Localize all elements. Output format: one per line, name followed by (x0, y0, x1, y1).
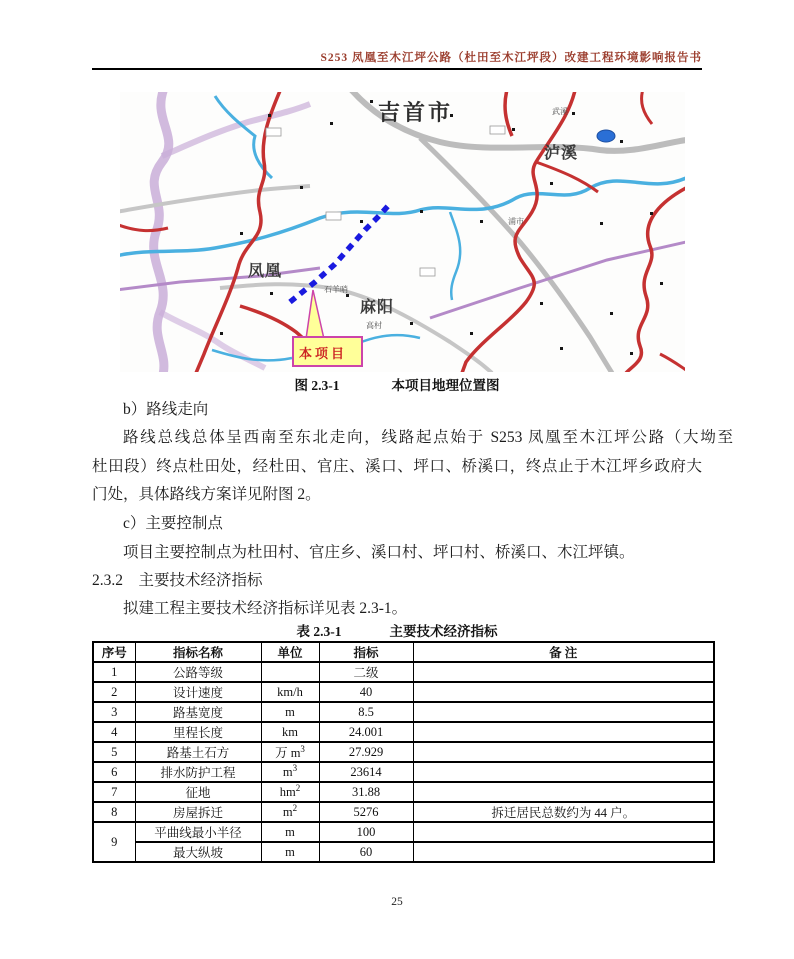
cell-note (413, 782, 714, 802)
header-unit: 单位 (261, 642, 319, 662)
figure-caption (92, 374, 702, 394)
unit-base: km/h (277, 684, 303, 699)
figure-caption-label: 图 2.3-1 (294, 378, 340, 393)
location-map-figure (120, 92, 685, 372)
expressway-diagonal (420, 138, 612, 372)
table-row (93, 722, 714, 742)
cell-note: 拆迁居民总数约为 44 户。 (413, 802, 714, 822)
cell-no: 3 (93, 702, 135, 722)
table-row (93, 782, 714, 802)
cell-name: 公路等级 (135, 662, 261, 682)
cell-name: 排水防护工程 (135, 762, 261, 782)
cell-value: 24.001 (319, 722, 413, 742)
map-label-mayang: 麻阳 (360, 299, 395, 316)
cell-unit (261, 782, 319, 802)
header-divider (92, 68, 702, 70)
cell-no: 1 (93, 662, 135, 682)
cell-no: 5 (93, 742, 135, 762)
cell-name: 路基土石方 (135, 742, 261, 762)
table-row (93, 842, 714, 862)
header-note: 备 注 (413, 642, 714, 662)
cell-note (413, 762, 714, 782)
list-item-b: b）路线走向 (123, 401, 209, 418)
paragraph-control-points: 项目主要控制点为杜田村、官庄乡、溪口村、坪口村、桥溪口、木江坪镇。 (123, 544, 635, 561)
header-no: 序号 (93, 642, 135, 662)
map-label-luxi: 泸溪 (544, 145, 579, 162)
cell-value: 40 (319, 682, 413, 702)
table-caption-label: 表 2.3-1 (296, 624, 342, 639)
cell-value: 27.929 (319, 742, 413, 762)
project-callout-pointer (306, 290, 324, 339)
unit-base: m (285, 844, 295, 859)
cell-note (413, 822, 714, 842)
map-label-shiyangshao: 石羊哨 (324, 285, 348, 294)
unit-sup: 2 (292, 802, 298, 813)
cell-value: 60 (319, 842, 413, 862)
road-red-luxi-link (536, 162, 598, 192)
table-caption (92, 620, 702, 640)
road-gray-west (120, 186, 310, 212)
unit-base: m (282, 764, 293, 779)
cell-unit (261, 702, 319, 722)
cell-name: 里程长度 (135, 722, 261, 742)
cell-note (413, 662, 714, 682)
technical-indicators-table (92, 641, 715, 863)
cell-value: 100 (319, 822, 413, 842)
paragraph-table-intro: 拟建工程主要技术经济指标详见表 2.3-1。 (123, 600, 408, 617)
cell-no: 6 (93, 762, 135, 782)
project-callout-label: 本项目 (299, 346, 348, 361)
road-red-corner (660, 354, 685, 370)
map-label-wuxi: 武溪 (552, 107, 568, 116)
cell-unit (261, 742, 319, 762)
table-row (93, 662, 714, 682)
paragraph-route-line1: 路线总线总体呈西南至东北走向，线路起点始于 S253 凤凰至木江坪公路（大坳至 (123, 429, 733, 446)
header-value: 指标 (319, 642, 413, 662)
section-heading-232: 2.3.2 主要技术经济指标 (92, 572, 263, 589)
river-lavender-main (154, 92, 169, 372)
map-label-pushi: 浦市 (508, 217, 524, 226)
cell-note (413, 742, 714, 762)
cell-no: 2 (93, 682, 135, 702)
unit-base: m (285, 824, 295, 839)
cell-unit (261, 802, 319, 822)
cell-value: 5276 (319, 802, 413, 822)
road-red-east (626, 188, 685, 372)
figure-caption-title: 本项目地理位置图 (391, 378, 500, 393)
river-blue-branch (450, 212, 460, 300)
cell-no: 4 (93, 722, 135, 742)
town-dots (220, 100, 663, 355)
river-blue-main (120, 178, 685, 256)
cell-note (413, 682, 714, 702)
table-caption-title: 主要技术经济指标 (389, 624, 498, 639)
unit-sup: 2 (295, 782, 301, 793)
table-row (93, 822, 714, 842)
unit-sup: 3 (292, 762, 298, 773)
paragraph-route-line3: 门处，具体路线方案详见附图 2。 (92, 486, 321, 503)
unit-base: m (282, 804, 293, 819)
river-blue-south (356, 335, 420, 344)
table-row (93, 802, 714, 822)
header-name: 指标名称 (135, 642, 261, 662)
road-red-center (462, 92, 579, 372)
cell-no-merged: 9 (93, 822, 135, 862)
cell-value: 二级 (319, 662, 413, 682)
cell-unit (261, 762, 319, 782)
unit-base: hm (279, 784, 296, 799)
cell-name: 最大纵坡 (135, 842, 261, 862)
cell-value: 8.5 (319, 702, 413, 722)
map-label-gaocun: 高村 (366, 321, 382, 330)
cell-unit (261, 722, 319, 742)
river-lavender-branch (162, 104, 310, 156)
cell-no: 8 (93, 802, 135, 822)
cell-unit (261, 662, 319, 682)
list-item-c: c）主要控制点 (123, 515, 223, 532)
cell-name: 房屋拆迁 (135, 802, 261, 822)
cell-name: 平曲线最小半径 (135, 822, 261, 842)
cell-no: 7 (93, 782, 135, 802)
river-blue-southwest (212, 350, 292, 360)
road-red-north-2 (642, 92, 652, 124)
unit-base: 万 m (275, 746, 301, 760)
cell-name: 路基宽度 (135, 702, 261, 722)
cell-note (413, 702, 714, 722)
table-row (93, 702, 714, 722)
cell-name: 征地 (135, 782, 261, 802)
table-row (93, 682, 714, 702)
table-row (93, 762, 714, 782)
document-header-title: S253 凤凰至木江坪公路（杜田至木江坪段）改建工程环境影响报告书 (320, 52, 702, 64)
map-label-jishou: 吉首市 (378, 100, 454, 125)
cell-name: 设计速度 (135, 682, 261, 702)
cell-value: 31.88 (319, 782, 413, 802)
cell-note (413, 842, 714, 862)
map-label-fenghuang: 凤凰 (248, 263, 283, 280)
unit-base: km (282, 724, 298, 739)
table-row (93, 742, 714, 762)
road-red-north-1 (505, 92, 512, 136)
cell-unit (261, 682, 319, 702)
cell-note (413, 722, 714, 742)
location-map-svg (120, 92, 685, 372)
paragraph-route-line2: 杜田段）终点杜田处，经杜田、官庄、溪口、坪口、桥溪口，终点止于木江坪乡政府大 (92, 458, 702, 475)
table-header-row (93, 642, 714, 662)
cell-unit (261, 822, 319, 842)
cell-unit (261, 842, 319, 862)
unit-base: m (285, 704, 295, 719)
page-number: 25 (391, 896, 403, 908)
cell-value: 23614 (319, 762, 413, 782)
national-highway-shield-icon (597, 130, 615, 142)
unit-sup: 3 (300, 743, 305, 754)
